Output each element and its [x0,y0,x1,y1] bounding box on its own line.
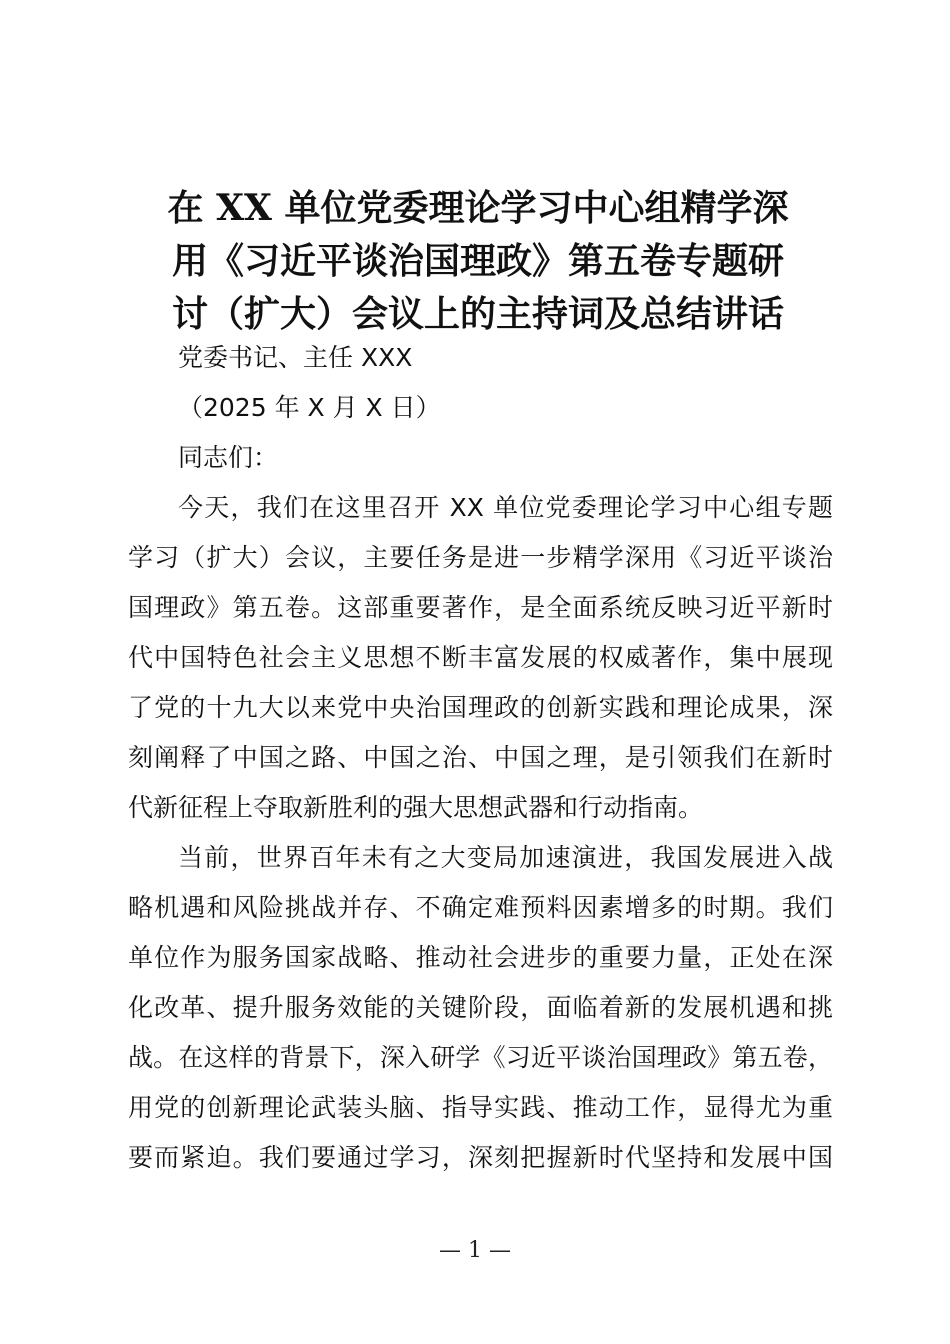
paragraph-line: 当前，世界百年未有之大变局加速演进，我国发展进入战 [178,843,833,872]
paragraph-2 [128,833,833,1183]
document-body [128,333,833,1183]
greeting-line: 同志们： [178,443,279,472]
paragraph-line: 了党的十九大以来党中央治国理政的创新实践和理论成果，深 [128,693,833,722]
paragraph-line: 国理政》第五卷。这部重要著作，是全面系统反映习近平新时 [128,593,833,622]
document-title [118,182,838,341]
paragraph-line: 代中国特色社会主义思想不断丰富发展的权威著作，集中展现 [128,643,833,672]
paragraph-line: 化改革、提升服务效能的关键阶段，面临着新的发展机遇和挑 [128,993,833,1022]
page-number: — 1 — [439,1238,511,1263]
title-line: 讨（扩大）会议上的主持词及总结讲话 [171,293,784,335]
author-line: 党委书记、主任 XXX [178,343,413,372]
paragraph-line: 略机遇和风险挑战并存、不确定难预料因素增多的时期。我们 [128,893,833,922]
paragraph-line: 代新征程上夺取新胜利的强大思想武器和行动指南。 [128,793,704,822]
paragraph-line: 单位作为服务国家战略、推动社会进步的重要力量，正处在深 [128,943,833,972]
title-line: 用《习近平谈治国理政》第五卷专题研 [171,240,784,282]
paragraph-1 [128,483,833,833]
paragraph-line: 刻阐释了中国之路、中国之治、中国之理，是引领我们在新时 [128,743,833,772]
paragraph-line: 学习（扩大）会议，主要任务是进一步精学深用《习近平谈治 [128,543,833,572]
paragraph-line: 战。在这样的背景下，深入研学《习近平谈治国理政》第五卷， [128,1043,833,1072]
paragraph-line: 要而紧迫。我们要通过学习，深刻把握新时代坚持和发展中国 [128,1143,833,1172]
title-line: 在 XX 单位党委理论学习中心组精学深 [167,187,789,229]
paragraph-line: 今天，我们在这里召开 XX 单位党委理论学习中心组专题 [178,493,833,522]
date-line: （2025 年 X 月 X 日） [178,393,441,422]
paragraph-line: 用党的创新理论武装头脑、指导实践、推动工作，显得尤为重 [128,1093,833,1122]
